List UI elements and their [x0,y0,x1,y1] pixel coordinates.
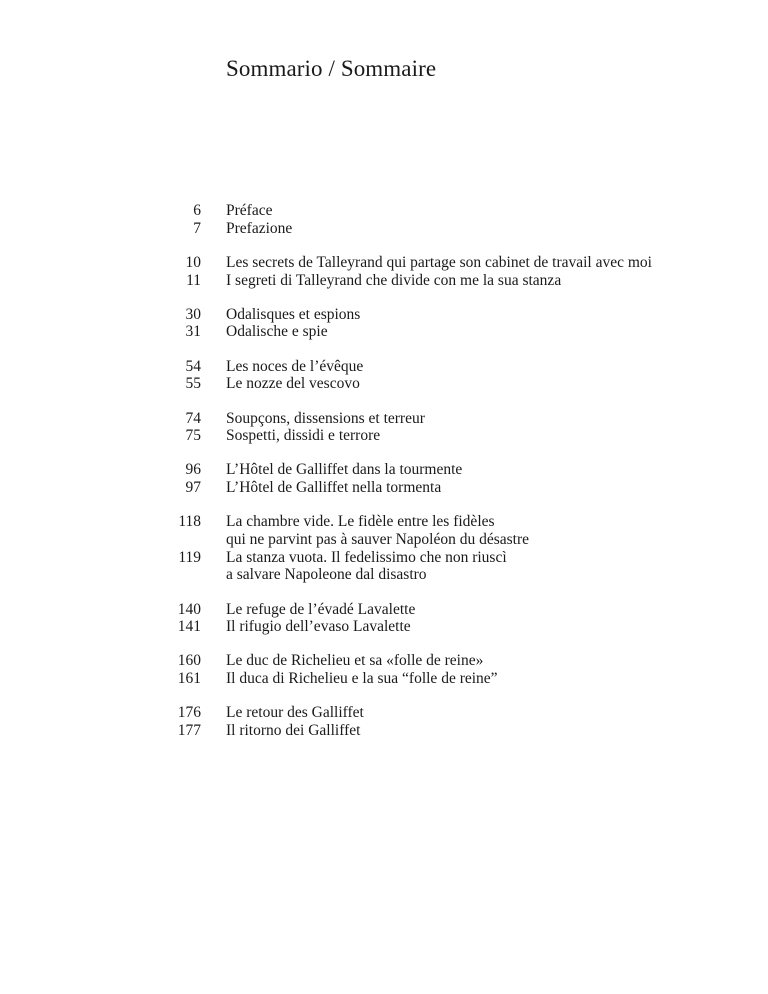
page-number: 177 [177,721,201,739]
chapter-title: Il rifugio dell’evaso Lavalette [226,618,411,636]
page-number: 75 [185,427,201,445]
toc-line [0,652,768,670]
toc-line [0,461,768,479]
toc-line [0,722,768,740]
page-number [0,566,201,584]
page-number: 11 [186,271,201,289]
page-number: 176 [177,704,201,722]
toc-line [0,272,768,290]
page-number: 119 [178,548,201,566]
page-number: 97 [185,479,201,497]
chapter-title: Le refuge de l’évadé Lavalette [226,600,416,618]
toc-line [0,254,768,272]
page-number: 160 [177,652,201,670]
chapter-title: Soupçons, dissensions et terreur [226,409,425,427]
chapter-title: Le nozze del vescovo [226,375,360,393]
toc-line [0,479,768,497]
toc-entry [0,513,768,584]
toc-entry [0,601,768,636]
chapter-title: Odalisques et espions [226,305,361,323]
chapter-title: L’Hôtel de Galliffet nella tormenta [226,479,442,497]
page-number: 161 [177,670,201,688]
chapter-title: Le duc de Richelieu et sa «folle de reine» [226,652,484,670]
toc-line [0,358,768,376]
toc-line [0,220,768,238]
page-number: 7 [193,219,201,237]
chapter-title: Odalische e spie [226,323,328,341]
toc-entry [0,704,768,739]
page-number: 55 [185,375,201,393]
toc-line [0,323,768,341]
page-number: 31 [185,323,201,341]
toc-line [0,601,768,619]
toc-line [0,427,768,445]
chapter-title: La stanza vuota. Il fedelissimo che non riuscì [226,548,507,566]
page-number: 74 [185,409,201,427]
chapter-title: Le retour des Galliffet [226,704,364,722]
page-number: 54 [185,357,201,375]
toc-line [0,531,768,549]
chapter-title: Sospetti, dissidi e terrore [226,427,381,445]
toc-entry [0,461,768,496]
chapter-title: I segreti di Talleyrand che divide con me la sua stanza [226,271,562,289]
page-number: 30 [185,305,201,323]
toc-entry [0,410,768,445]
chapter-title: L’Hôtel de Galliffet dans la tourmente [226,461,463,479]
toc-entry [0,652,768,687]
chapter-title: a salvare Napoleone dal disastro [226,566,427,584]
chapter-title: Les secrets de Talleyrand qui partage son cabinet de travail avec moi [226,253,652,271]
toc-entry [0,202,768,237]
toc-entry [0,306,768,341]
page-number: 118 [178,513,201,531]
chapter-title: La chambre vide. Le fidèle entre les fidèles [226,513,495,531]
chapter-title: Il duca di Richelieu e la sua “folle de reine” [226,670,498,688]
chapter-title: Il ritorno dei Galliffet [226,721,361,739]
page-number: 96 [185,461,201,479]
toc-entry [0,254,768,289]
toc-line [0,410,768,428]
page-number: 141 [177,618,201,636]
chapter-title: qui ne parvint pas à sauver Napoléon du désastre [226,530,530,548]
toc-line [0,202,768,220]
chapter-title: Prefazione [226,219,293,237]
page-title: Sommario / Sommaire [226,56,437,81]
toc-line [0,704,768,722]
chapter-title: Préface [226,202,273,219]
toc-line [0,566,768,584]
toc-line [0,618,768,636]
page-number: 6 [193,202,201,219]
table-of-contents [0,202,768,756]
toc-line [0,375,768,393]
toc-line [0,670,768,688]
chapter-title: Les noces de l’évêque [226,357,364,375]
page-number: 140 [177,600,201,618]
toc-line [0,549,768,567]
toc-entry [0,358,768,393]
toc-line [0,513,768,531]
toc-line [0,306,768,324]
page-number [0,531,201,549]
page-number: 10 [185,253,201,271]
